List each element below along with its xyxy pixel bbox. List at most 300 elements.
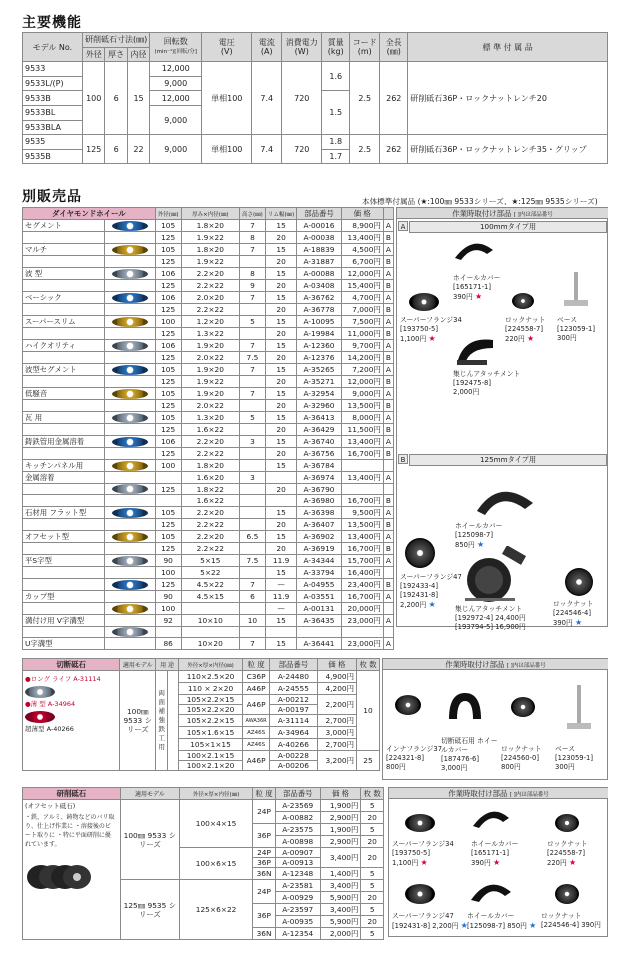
price-cell: 13,500円 bbox=[341, 400, 383, 412]
price-cell: 13,400円 bbox=[341, 472, 383, 484]
std-cell: 研削砥石36P・ロックナットレンチ20 bbox=[408, 62, 608, 135]
col-group bbox=[383, 208, 393, 220]
part-cell: A-23569 bbox=[275, 800, 320, 812]
category-cell: 溝付け用 V字溝型 bbox=[23, 615, 105, 627]
qty-cell: 25 bbox=[357, 751, 380, 771]
locknut-icon bbox=[512, 293, 534, 309]
wheel-image-cell bbox=[105, 591, 155, 603]
outer-cell: 125 bbox=[155, 448, 181, 460]
part-cell: A-36441 bbox=[297, 638, 341, 650]
price-cell: 2,900円 bbox=[320, 812, 361, 824]
table-row bbox=[23, 460, 394, 472]
col-inner: 内径 bbox=[127, 47, 149, 62]
price-cell: 16,700円 bbox=[341, 495, 383, 507]
b-item-flange: スーパーフランジ47 [192433-4] [192431-8] 2,200円 ★ bbox=[400, 573, 462, 609]
part-cell: A-36407 bbox=[297, 519, 341, 531]
b-item-locknut: ロックナット [224546-4] 390円 ★ bbox=[553, 600, 594, 627]
height-cell: 7 bbox=[239, 292, 265, 304]
price-cell: 13,400円 bbox=[341, 531, 383, 543]
mass-cell: 1.5 bbox=[322, 91, 350, 135]
wheel-image-cell bbox=[105, 484, 155, 495]
price-cell: 7,200円 bbox=[341, 364, 383, 376]
outer-cell: 125 bbox=[155, 304, 181, 316]
table-row bbox=[23, 376, 394, 388]
group-cell: A bbox=[383, 244, 393, 256]
wheel-image-cell bbox=[105, 388, 155, 400]
group-cell: A bbox=[383, 316, 393, 328]
price-cell: 13,500円 bbox=[341, 519, 383, 531]
price-cell: 13,400円 bbox=[341, 232, 383, 244]
size-cell: 105×2.2×20 bbox=[178, 705, 242, 715]
wheel-image-cell bbox=[105, 376, 155, 388]
col-thick: 厚み×内径(㎜) bbox=[181, 208, 239, 220]
price-cell: 20,000円 bbox=[341, 603, 383, 615]
part-cell: A-12376 bbox=[297, 352, 341, 364]
rim-cell: 20 bbox=[265, 232, 296, 244]
cutting-disc-thin-icon bbox=[25, 711, 55, 723]
table-row bbox=[23, 436, 394, 448]
part-cell: A-00882 bbox=[275, 812, 320, 824]
col-model: 適用モデル bbox=[120, 788, 179, 800]
thick-cell: 2.2×22 bbox=[181, 519, 239, 531]
part-cell: A-12348 bbox=[275, 868, 320, 880]
tag-a: A bbox=[398, 221, 408, 231]
rim-cell: 15 bbox=[265, 412, 296, 424]
table-row bbox=[23, 507, 394, 519]
rpm-cell: 9,000 bbox=[150, 76, 202, 91]
spec-table bbox=[22, 32, 608, 164]
table-row bbox=[23, 448, 394, 460]
size-cell: 100×6×15 bbox=[179, 848, 252, 880]
price-cell: 23,000円 bbox=[341, 638, 383, 650]
grit-cell: AZ46S bbox=[243, 727, 270, 739]
qty-cell: 5 bbox=[361, 800, 384, 812]
part-cell: A-36790 bbox=[297, 484, 341, 495]
qty-cell: 20 bbox=[361, 892, 384, 904]
col-cord: コード (m) bbox=[350, 33, 380, 62]
attach-header-note: [ ]内は部品番号 bbox=[513, 212, 553, 218]
rim-cell: 15 bbox=[265, 388, 296, 400]
part-cell: A-36974 bbox=[297, 472, 341, 484]
diamond-wheel-icon bbox=[112, 580, 148, 590]
category-cell: キッチンパネル用 bbox=[23, 460, 105, 472]
rim-cell bbox=[265, 495, 296, 507]
price-cell: 2,000円 bbox=[320, 928, 361, 940]
category-cell bbox=[23, 424, 105, 436]
group-cell: B bbox=[383, 519, 393, 531]
group-cell: B bbox=[383, 352, 393, 364]
rim-cell: 15 bbox=[265, 244, 296, 256]
outer-cell bbox=[155, 495, 181, 507]
category-cell bbox=[23, 448, 105, 460]
tag-b: B bbox=[398, 454, 408, 464]
height-cell: 8 bbox=[239, 268, 265, 280]
diamond-wheel-icon bbox=[112, 532, 148, 542]
thick-cell: 1.6×22 bbox=[181, 424, 239, 436]
outer-cell: 106 bbox=[155, 292, 181, 304]
col-voltage: 電圧 (V) bbox=[202, 33, 252, 62]
wheel-image-cell bbox=[105, 579, 155, 591]
cutting-use-spacer bbox=[168, 671, 179, 771]
height-cell: 3 bbox=[239, 436, 265, 448]
g-locknut-icon bbox=[555, 814, 579, 832]
outer-cell: 125 bbox=[155, 256, 181, 268]
rim-cell: 15 bbox=[265, 220, 296, 232]
rim-cell: 20 bbox=[265, 400, 296, 412]
height-cell bbox=[239, 448, 265, 460]
grinding-attach-panel bbox=[388, 787, 608, 937]
voltage-cell: 単相100 bbox=[202, 135, 252, 164]
category-cell: 平S字型 bbox=[23, 555, 105, 567]
price-cell: 9,500円 bbox=[341, 507, 383, 519]
height-cell bbox=[239, 304, 265, 316]
group-cell: A bbox=[383, 292, 393, 304]
qty-cell: 20 bbox=[361, 848, 384, 868]
cord-cell: 2.5 bbox=[350, 62, 380, 135]
outer-cell: 125 bbox=[155, 424, 181, 436]
wheel-image-cell bbox=[105, 495, 155, 507]
thick-cell: 2.2×22 bbox=[181, 448, 239, 460]
price-cell: 3,400円 bbox=[320, 904, 361, 916]
wheel-image-cell bbox=[105, 304, 155, 316]
price-cell: 7,000円 bbox=[341, 304, 383, 316]
category-cell: 瓦 用 bbox=[23, 412, 105, 424]
flange47-icon bbox=[405, 538, 435, 568]
category-cell bbox=[23, 519, 105, 531]
thick-cell: 1.9×22 bbox=[181, 376, 239, 388]
table-row bbox=[23, 256, 394, 268]
table-row bbox=[23, 638, 394, 650]
group-cell: A bbox=[383, 340, 393, 352]
outer-cell: 125 bbox=[155, 400, 181, 412]
col-rim: リム幅(㎜) bbox=[265, 208, 296, 220]
wheel-image-cell bbox=[105, 472, 155, 484]
thick-cell: 1.9×20 bbox=[181, 388, 239, 400]
a-subheader: 100mmタイプ用 bbox=[409, 221, 607, 233]
group-cell bbox=[383, 484, 393, 495]
diamond-wheel-icon bbox=[112, 245, 148, 255]
price-cell: 11,000円 bbox=[341, 328, 383, 340]
thick-cell: 1.9×22 bbox=[181, 232, 239, 244]
part-cell: A-36919 bbox=[297, 543, 341, 555]
rim-cell: 20 bbox=[265, 376, 296, 388]
col-length: 全長 (㎜) bbox=[380, 33, 408, 62]
size-cell: 100×2.1×20 bbox=[178, 761, 242, 771]
price-cell: 9,700円 bbox=[341, 340, 383, 352]
diamond-wheel-icon bbox=[112, 413, 148, 423]
thick-cell: 2.0×22 bbox=[181, 352, 239, 364]
part-cell: A-00016 bbox=[297, 220, 341, 232]
price-cell: 3,400円 bbox=[320, 880, 361, 892]
wheel-image-cell bbox=[105, 244, 155, 256]
cut-item-flange: インナフランジ37 [224321-8] 800円 bbox=[386, 745, 443, 771]
price-cell: 12,000円 bbox=[341, 376, 383, 388]
group-cell: B bbox=[383, 424, 393, 436]
thick-cell: 10×10 bbox=[181, 615, 239, 627]
thick-cell: 4.5×15 bbox=[181, 591, 239, 603]
table-row bbox=[23, 800, 384, 812]
part-cell: A-35265 bbox=[297, 364, 341, 376]
model-cell: 9535 bbox=[23, 135, 83, 150]
table-row bbox=[23, 328, 394, 340]
thick-cell: 1.3×22 bbox=[181, 328, 239, 340]
group-cell bbox=[383, 603, 393, 615]
voltage-cell: 単相100 bbox=[202, 62, 252, 135]
current-cell: 7.4 bbox=[252, 62, 282, 135]
rim-cell: 20 bbox=[265, 543, 296, 555]
group-cell: A bbox=[383, 412, 393, 424]
price-cell: 2,700円 bbox=[317, 739, 356, 751]
part-cell: A-00935 bbox=[275, 916, 320, 928]
category-cell: セグメント bbox=[23, 220, 105, 232]
grit-cell: 36P bbox=[253, 904, 276, 928]
col-std: 標 準 付 属 品 bbox=[408, 33, 608, 62]
height-cell bbox=[239, 328, 265, 340]
wheel-image-cell bbox=[105, 448, 155, 460]
mass-cell: 1.7 bbox=[322, 149, 350, 164]
mass-cell: 1.6 bbox=[322, 62, 350, 91]
table-row bbox=[23, 268, 394, 280]
table-row bbox=[23, 484, 394, 495]
wheel-image-cell bbox=[105, 328, 155, 340]
part-cell: A-00197 bbox=[270, 705, 318, 715]
price-cell: 3,000円 bbox=[317, 727, 356, 739]
price-cell: 3,200円 bbox=[317, 751, 356, 771]
height-cell: 3 bbox=[239, 472, 265, 484]
wheel-image-cell bbox=[105, 316, 155, 328]
col-price: 価 格 bbox=[317, 659, 356, 671]
a-item-base: ベース [123059-1] 300円 bbox=[557, 316, 596, 342]
group-cell: A bbox=[383, 507, 393, 519]
part-cell: A-32960 bbox=[297, 400, 341, 412]
rpm-cell: 9,000 bbox=[150, 105, 202, 134]
group-cell: B bbox=[383, 495, 393, 507]
diamond-wheel-icon bbox=[112, 556, 148, 566]
thick-cell: 2.2×22 bbox=[181, 304, 239, 316]
table-row bbox=[23, 400, 394, 412]
col-price: 価 格 bbox=[341, 208, 383, 220]
price-cell: 16,400円 bbox=[341, 567, 383, 579]
part-cell: A-12354 bbox=[275, 928, 320, 940]
qty-cell: 5 bbox=[361, 928, 384, 940]
wheel-image-cell bbox=[105, 220, 155, 232]
cut-item-cover: 切断砥石用 ホイールカバー [187476-6] 3,000円 bbox=[441, 737, 498, 772]
qty-cell: 5 bbox=[361, 868, 384, 880]
outer-cell: 90 bbox=[155, 555, 181, 567]
part-cell bbox=[297, 627, 341, 638]
col-mass: 質量 (kg) bbox=[322, 33, 350, 62]
group-cell: A bbox=[383, 364, 393, 376]
inner-flange-icon bbox=[395, 695, 421, 715]
rpm-cell: 9,000 bbox=[150, 135, 202, 164]
category-cell bbox=[23, 627, 105, 638]
price-cell bbox=[341, 627, 383, 638]
part-cell: A-36756 bbox=[297, 448, 341, 460]
part-cell: A-12360 bbox=[297, 340, 341, 352]
height-cell bbox=[239, 495, 265, 507]
thick-cell: 5×15 bbox=[181, 555, 239, 567]
grit-cell: 24P bbox=[253, 848, 276, 858]
rpm-cell: 12,000 bbox=[150, 62, 202, 77]
grinding-model-100: 100㎜ 9533 シリーズ bbox=[120, 800, 179, 880]
qty-cell: 5 bbox=[361, 824, 384, 836]
outer-cell: 105 bbox=[155, 388, 181, 400]
locknut-125-icon bbox=[565, 568, 593, 596]
part-cell: A-23575 bbox=[275, 824, 320, 836]
qty-cell: 20 bbox=[361, 836, 384, 848]
table-row bbox=[23, 364, 394, 376]
cutting-model: 100㎜ 9533 シリーズ bbox=[120, 671, 156, 771]
wheel-image-cell bbox=[105, 436, 155, 448]
size-cell: 105×1×15 bbox=[178, 739, 242, 751]
height-cell bbox=[239, 376, 265, 388]
diamond-wheel-icon bbox=[112, 389, 148, 399]
thick-cell: 2.2×20 bbox=[181, 531, 239, 543]
grit-cell: AZ46S bbox=[243, 739, 270, 751]
group-cell: A bbox=[383, 555, 393, 567]
thick-cell: 10×20 bbox=[181, 638, 239, 650]
model-cell: 9533B bbox=[23, 91, 83, 106]
table-row bbox=[23, 388, 394, 400]
wheel-image-cell bbox=[105, 555, 155, 567]
outer-cell: 105 bbox=[155, 531, 181, 543]
table-row bbox=[23, 519, 394, 531]
grinding-attach-header bbox=[389, 788, 608, 799]
rim-cell: 20 bbox=[265, 484, 296, 495]
a-item-cover: ホイールカバー [165171-1] 390円 ★ bbox=[453, 274, 501, 301]
height-cell: 7 bbox=[239, 364, 265, 376]
thick-cell: 2.2×22 bbox=[181, 543, 239, 555]
g-flange47-icon bbox=[405, 884, 435, 904]
qty-cell: 10 bbox=[357, 671, 380, 751]
price-cell: 12,000円 bbox=[341, 268, 383, 280]
b-item-cover: ホイールカバー [125098-7] 850円 ★ bbox=[455, 522, 503, 549]
part-cell: A-32954 bbox=[297, 388, 341, 400]
g2-item-flange: スーパーフランジ47 [192431-8] 2,200円 ★ bbox=[392, 912, 468, 930]
diamond-wheel-icon bbox=[112, 269, 148, 279]
outer-cell: 100 bbox=[155, 460, 181, 472]
cutting-attach-header bbox=[383, 659, 608, 670]
table-row bbox=[23, 579, 394, 591]
model-cell: 9533BL bbox=[23, 105, 83, 120]
price-cell: 14,200円 bbox=[341, 352, 383, 364]
cutting-disc-icon bbox=[25, 686, 55, 698]
thick-cell: 1.9×22 bbox=[181, 256, 239, 268]
price-cell: 1,400円 bbox=[320, 868, 361, 880]
part-cell: A-36740 bbox=[297, 436, 341, 448]
outer-cell: 106 bbox=[155, 436, 181, 448]
price-cell: 2,900円 bbox=[320, 836, 361, 848]
wheel-image-cell bbox=[105, 543, 155, 555]
part-cell: A-04955 bbox=[297, 579, 341, 591]
thick-cell: 1.6×22 bbox=[181, 495, 239, 507]
category-cell: ベーシック bbox=[23, 292, 105, 304]
group-cell: B bbox=[383, 579, 393, 591]
height-cell: 7 bbox=[239, 220, 265, 232]
wheel-image-cell bbox=[105, 638, 155, 650]
thick-cell: 6 bbox=[105, 135, 127, 164]
outer-cell: 100 bbox=[83, 62, 105, 135]
part-cell: A-00212 bbox=[270, 695, 318, 705]
rim-cell: 11.9 bbox=[265, 591, 296, 603]
category-cell: マルチ bbox=[23, 244, 105, 256]
price-cell bbox=[341, 484, 383, 495]
rim-cell: 15 bbox=[265, 292, 296, 304]
g1-item-locknut: ロックナット [224558-7] 220円 ★ bbox=[547, 840, 588, 867]
wheel-image-cell bbox=[105, 268, 155, 280]
dust-attachment-125-icon bbox=[459, 546, 529, 602]
rim-cell: 15 bbox=[265, 615, 296, 627]
price-cell: 5,900円 bbox=[320, 892, 361, 904]
table-row bbox=[23, 627, 394, 638]
group-cell: B bbox=[383, 448, 393, 460]
outer-cell: 125 bbox=[83, 135, 105, 164]
table-row bbox=[23, 62, 608, 77]
rim-cell bbox=[265, 472, 296, 484]
grinding-products: (オフセット砥石) ・鉄、アルミ、鋳物などのバリ取り、仕上げ作業に ・溶接後のビート取りに ・特に平面研削に優れています。 bbox=[23, 800, 121, 940]
table-row bbox=[23, 316, 394, 328]
outer-cell: 125 bbox=[155, 543, 181, 555]
rim-cell: 15 bbox=[265, 436, 296, 448]
height-cell: 7 bbox=[239, 388, 265, 400]
wheel-cover-125-icon bbox=[475, 483, 535, 523]
group-cell: A bbox=[383, 472, 393, 484]
rim-cell: 20 bbox=[265, 448, 296, 460]
g2-item-locknut: ロックナット [224546-4] 390円 bbox=[541, 912, 601, 929]
mass-cell: 1.8 bbox=[322, 135, 350, 150]
thick-cell bbox=[181, 603, 239, 615]
group-cell: B bbox=[383, 543, 393, 555]
wheel-image-cell bbox=[105, 567, 155, 579]
diamond-wheel-icon bbox=[112, 437, 148, 447]
group-cell: A bbox=[383, 615, 393, 627]
table-row bbox=[23, 424, 394, 436]
table-row bbox=[23, 135, 608, 150]
col-qty: 枚 数 bbox=[361, 788, 384, 800]
outer-cell: 125 bbox=[155, 232, 181, 244]
category-cell: ハイクオリティ bbox=[23, 340, 105, 352]
size-cell: 105×2.2×15 bbox=[178, 715, 242, 727]
category-cell bbox=[23, 603, 105, 615]
grit-cell: 24P bbox=[253, 880, 276, 904]
grit-cell: 36P bbox=[253, 858, 276, 868]
part-cell: A-03408 bbox=[297, 280, 341, 292]
outer-cell: 105 bbox=[155, 507, 181, 519]
price-cell: 13,400円 bbox=[341, 436, 383, 448]
outer-cell bbox=[155, 472, 181, 484]
grit-cell: AWA36R bbox=[243, 715, 270, 727]
table-row bbox=[23, 304, 394, 316]
wheel-image-cell bbox=[105, 280, 155, 292]
rpm-cell: 12,000 bbox=[150, 91, 202, 106]
outer-cell: 92 bbox=[155, 615, 181, 627]
thick-cell: 2.2×20 bbox=[181, 268, 239, 280]
col-grit: 粒 度 bbox=[253, 788, 276, 800]
price-cell: 4,700円 bbox=[341, 292, 383, 304]
diamond-wheel-icon bbox=[112, 627, 148, 637]
size-cell: 100×2.1×15 bbox=[178, 751, 242, 761]
table-row bbox=[23, 543, 394, 555]
part-cell: A-31887 bbox=[297, 256, 341, 268]
col-size: 外径×厚×内径(㎜) bbox=[179, 788, 252, 800]
cutting-header: 切断砥石 bbox=[23, 659, 120, 671]
height-cell bbox=[239, 543, 265, 555]
table-row bbox=[23, 280, 394, 292]
category-cell bbox=[23, 400, 105, 412]
price-cell: 23,000円 bbox=[341, 615, 383, 627]
diamond-wheel-icon bbox=[112, 365, 148, 375]
height-cell: 7 bbox=[239, 244, 265, 256]
